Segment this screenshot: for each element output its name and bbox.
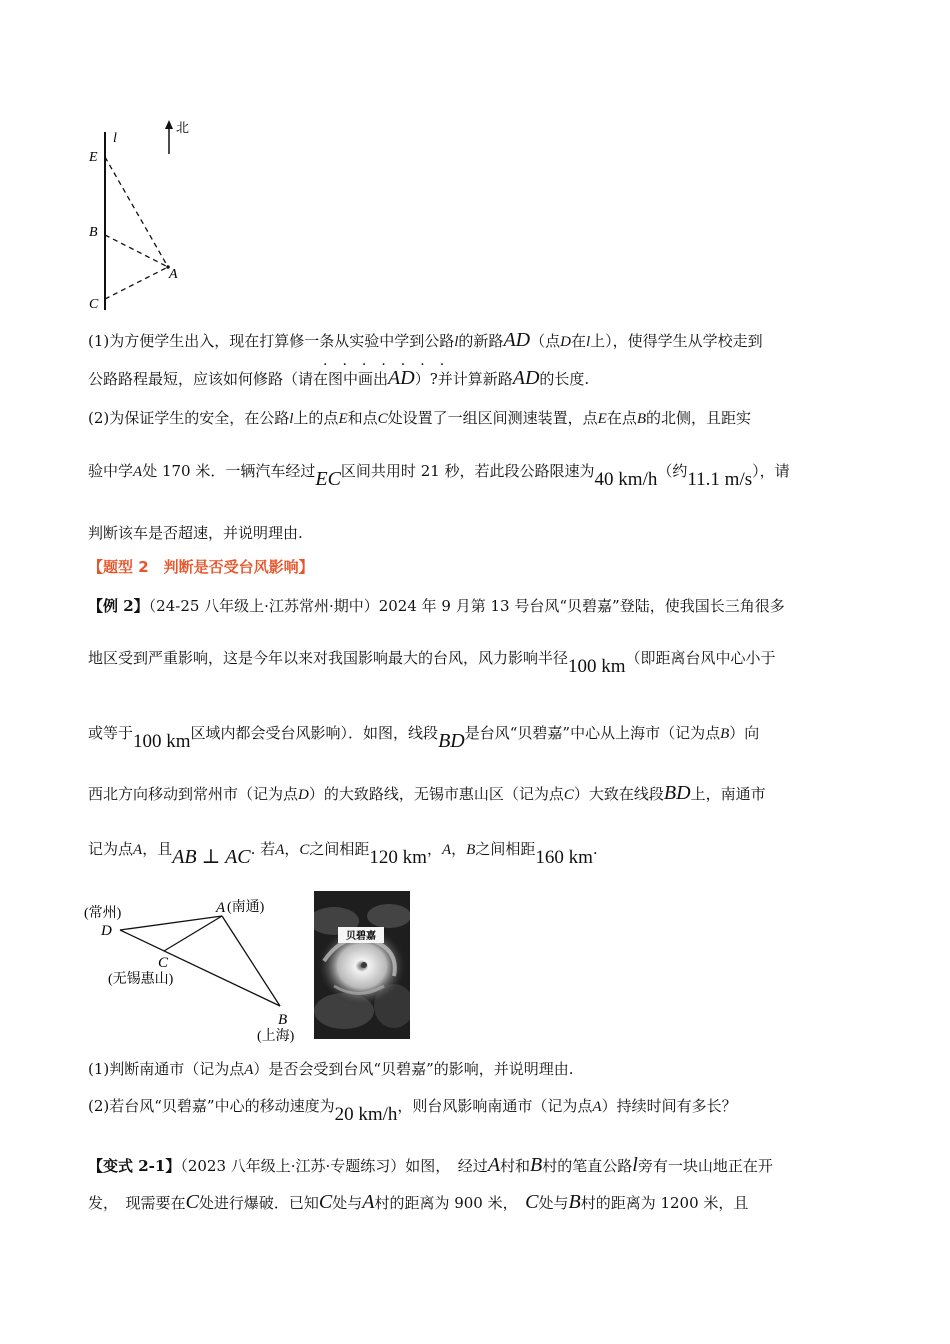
section-title: 【题型 2 判断是否受台风影响】 [88,558,314,576]
north-arrowhead-icon [165,120,173,129]
label-wuxi: (无锡惠山) [108,972,174,987]
segment-DA [120,916,222,930]
north-label: 北 [176,120,190,135]
segment-EA [105,157,168,267]
label-C: C [89,297,99,312]
ex2-line3: 或等于100 km区域内都会受台风影响）．如图，线段BD是台风“贝碧嘉”中心从上海市（记为点B）向 [88,724,760,752]
variant21-line2: 发， 现需要在C处进行爆破．已知C处与A村的距离为 900 米， C处与B村的距离为 1200 米，且 [88,1191,749,1213]
label-D: D [101,923,112,939]
label-C: C [158,955,169,971]
variant21-line1: 【变式 2-1】（2023 八年级上·江苏·专题练习）如图， 经过A村和B村的笔直公路l旁有一块山地正在开 [88,1154,773,1176]
q1-line2: 公路路程最短，应该如何修路（请在图中画出AD）?并计算新路AD的长度. [88,367,590,389]
label-changzhou: (常州) [84,906,122,921]
label-nantong: (南通) [227,900,265,915]
ex2-question1: (1)判断南通市（记为点A）是否会受到台风“贝碧嘉”的影响，并说明理由. [88,1060,574,1078]
ex2-line4: 西北方向移动到常州市（记为点D）的大致路线，无锡市惠山区（记为点C）大致在线段BD上，南通市 [88,782,766,804]
q2-line2: 验中学A处 170 米．一辆汽车经过EC区间共用时 21 秒，若此段公路限速为40 km/h（约11.1 m/s），请 [88,462,790,490]
label-A: A [216,900,226,916]
label-E: E [89,150,98,165]
label-shanghai: (上海) [257,1029,295,1044]
segment-CA [105,267,168,299]
figure-road-diagram [80,112,210,317]
ex2-line5: 记为点A，且AB ⊥ AC. 若A，C之间相距120 km，A，B之间相距160 km. [88,840,598,868]
ex2-question2: (2)若台风“贝碧嘉”中心的移动速度为20 km/h，则台风影响南通市（记为点A）持续时间有多长？ [88,1097,737,1125]
typhoon-satellite-image [314,891,410,1039]
q1-line1: (1)为方便学生出入，现在打算修一条从实验中学到公路l的新路AD（点D在l上），使得学生从学校走到 [88,329,763,351]
typhoon-name-label: 贝碧嘉 [346,931,376,942]
ex2-line2: 地区受到严重影响，这是今年以来对我国影响最大的台风，风力影响半径100 km（即距离台风中心小于 [88,649,776,677]
label-B: B [278,1012,288,1028]
label-l: l [113,131,117,146]
ex2-line1: 【例 2】（24-25 八年级上·江苏常州·期中）2024 年 9 月第 13 号台风“贝碧嘉”登陆，使我国长三角很多 [88,597,785,615]
q2-line3: 判断该车是否超速，并说明理由. [88,524,303,542]
figure-typhoon-path [84,895,314,1045]
label-A: A [169,267,178,282]
label-B: B [89,225,98,240]
q2-line1: (2)为保证学生的安全，在公路l上的点E和点C处设置了一组区间测速装置，点E在点B的北侧，且距实 [88,409,752,427]
emphasis-dots: ······· [323,357,460,373]
segment-CA [164,916,222,951]
